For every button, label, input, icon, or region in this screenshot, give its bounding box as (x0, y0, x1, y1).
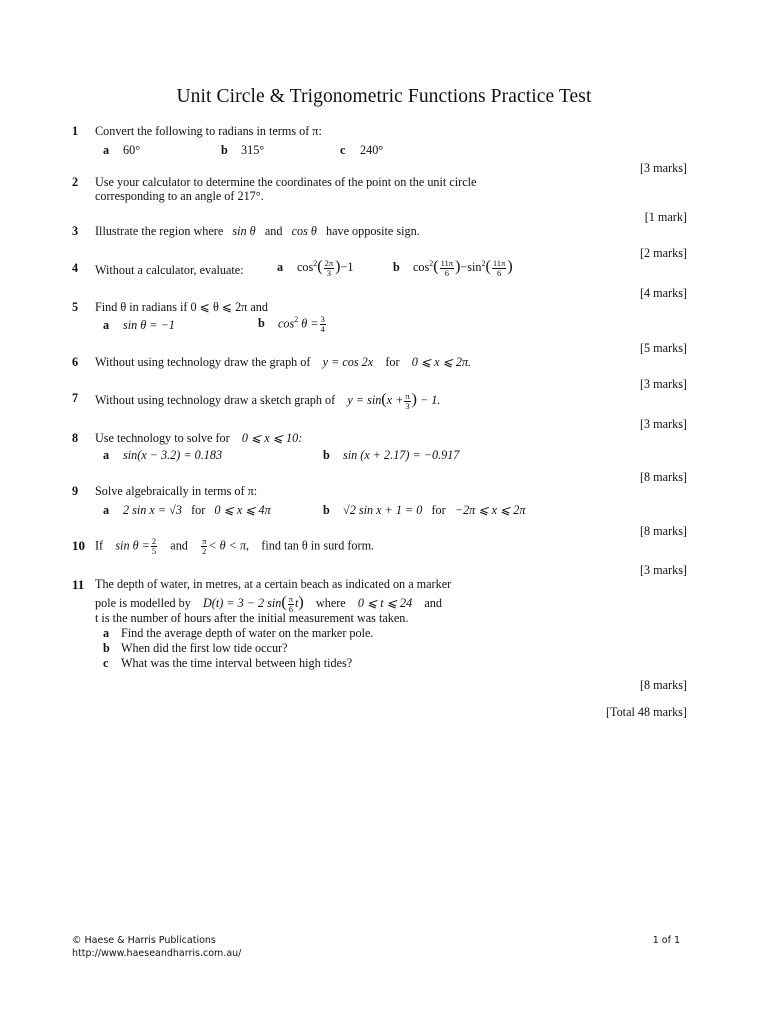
question-11-where: where (315, 596, 346, 610)
fraction-11pi-over-6: $\frac{11\pi}{6}$ (440, 257, 454, 278)
question-1a-value: 60° (123, 143, 141, 157)
question-8-text (95, 431, 302, 446)
question-5a-math: sin θ = −1 (123, 318, 175, 332)
question-10-pre: If (95, 538, 104, 553)
question-1-text: Convert the following to radians in terms of π: (95, 124, 322, 138)
question-5-number: 5 (72, 300, 79, 314)
question-6-marks: [3 marks] (639, 377, 687, 391)
square-exponent: 2 (429, 258, 434, 268)
cos-label: cos (278, 316, 295, 331)
cos-label: cos (297, 260, 314, 274)
part-b-label: b (221, 143, 228, 157)
question-6-math: y = cos 2x (322, 355, 374, 369)
question-3-mid: and (264, 224, 283, 238)
fraction-3-over-4: $\frac{3}{4}$ (320, 314, 325, 334)
minus-sign: − (460, 260, 468, 274)
question-2-line-1: Use your calculator to determine the coordinates of the point on the unit circle (95, 175, 477, 189)
footer-page-number: 1 of 1 (652, 935, 680, 946)
question-7-math: y = sin (347, 393, 382, 407)
question-8a-math: sin(x − 3.2) = 0.183 (123, 448, 223, 462)
question-11-and: and (424, 596, 442, 610)
question-7-text: Without using technology draw a sketch graph of y = sin(x + $\frac{\pi}{3}$ ) − 1. (95, 390, 441, 411)
fraction-pi-over-6: $\frac{\pi}{6}$ (288, 593, 294, 614)
question-1-marks: [3 marks] (639, 161, 687, 175)
cos-label: cos (413, 260, 430, 274)
question-6-range: 0 ⩽ x ⩽ 2π. (411, 355, 472, 369)
question-8b-math: sin (x + 2.17) = −0.917 (343, 448, 460, 462)
question-11b (103, 641, 288, 656)
question-7-number: 7 (72, 391, 79, 405)
part-a-label: a (103, 503, 110, 517)
question-1b-value: 315° (241, 143, 265, 157)
question-10-number: 10 (72, 538, 85, 553)
part-a-label: a (277, 260, 284, 274)
sin-label: sin (467, 260, 482, 274)
question-3-text (95, 224, 420, 239)
part-c-label: c (340, 143, 346, 157)
question-11c (103, 656, 352, 671)
page-title: Unit Circle & Trigonometric Functions Practice Test (176, 86, 592, 107)
fraction-pi-over-2: $\frac{\pi}{2}$ (202, 536, 207, 556)
question-11-number: 11 (72, 577, 85, 592)
question-3-number: 3 (72, 224, 79, 238)
question-10-and: and (170, 538, 188, 553)
question-11-line-2-pre: pole is modelled by (95, 596, 191, 610)
part-b-label: b (103, 641, 110, 655)
fraction-pi-over-3: $\frac{\pi}{3}$ (405, 390, 410, 411)
question-9-marks: [8 marks] (639, 524, 687, 538)
part-b-label: b (323, 448, 330, 462)
question-9a-range: 0 ⩽ x ⩽ 4π (214, 503, 271, 517)
question-8a (103, 448, 222, 463)
question-11b-text: When did the first low tide occur? (121, 641, 288, 655)
question-1c (340, 143, 383, 158)
question-1a (103, 143, 140, 158)
part-b-label: b (393, 260, 400, 274)
question-8-marks: [8 marks] (639, 470, 687, 484)
question-3-post: have opposite sign. (325, 224, 420, 238)
part-b-label: b (323, 503, 330, 517)
question-11-range: 0 ⩽ t ⩽ 24 (357, 596, 413, 610)
question-8-pre: Use technology to solve for (95, 431, 230, 445)
question-9a-math: 2 sin x = √3 (123, 503, 182, 517)
question-11-line-2: pole is modelled by D(t) = 3 − 2 sin( $\frac{\pi}{6}$ t) where 0 ⩽ t ⩽ 24 and (95, 593, 442, 614)
question-1-number: 1 (72, 124, 79, 138)
question-4b: b $\cos^2$( $\frac{11\pi}{6}$ )$-\sin^2$( $\frac{11\pi}{6}$ ) (393, 257, 513, 278)
question-5b (258, 315, 327, 334)
question-11a-text: Find the average depth of water on the marker pole. (121, 626, 374, 640)
total-marks: [Total 48 marks] (605, 705, 687, 719)
question-4a: a $\cos^2$( $\frac{2\pi}{3}$ )−1 (277, 257, 354, 278)
question-5-marks: [5 marks] (639, 341, 687, 355)
question-7-inner: x + (386, 393, 404, 407)
question-2-marks: [1 mark] (644, 210, 687, 224)
square-exponent: 2 (294, 315, 299, 325)
question-11-t: t (295, 596, 299, 610)
question-11-math: D(t) = 3 − 2 sin (202, 596, 282, 610)
question-10-math-2: < θ < π, (208, 538, 250, 553)
part-c-label: c (103, 656, 109, 670)
footer-url-link[interactable]: http://www.haeseandharris.com.au/ (72, 948, 242, 959)
part-a-label: a (103, 318, 110, 332)
question-11c-text: What was the time interval between high tides? (121, 656, 353, 670)
question-11-line-3: t is the number of hours after the initial measurement was taken. (95, 611, 409, 625)
question-10-text (95, 537, 374, 556)
square-exponent: 2 (481, 258, 486, 268)
fraction-2-over-5: $\frac{2}{5}$ (151, 536, 157, 556)
question-6-pre: Without using technology draw the graph of (95, 355, 311, 369)
question-7-marks: [3 marks] (639, 417, 687, 431)
question-8b (323, 448, 459, 463)
question-1c-value: 240° (360, 143, 384, 157)
part-a-label: a (103, 626, 110, 640)
fraction-11pi-over-6: $\frac{11\pi}{6}$ (492, 257, 506, 278)
question-3-math-1: sin θ (232, 224, 256, 238)
question-3-marks: [2 marks] (639, 246, 687, 260)
question-7-pre: Without using technology draw a sketch graph of (95, 393, 336, 407)
question-9a (103, 503, 271, 518)
question-4-text: Without a calculator, evaluate: (95, 263, 244, 277)
question-9b-range: −2π ⩽ x ⩽ 2π (454, 503, 526, 517)
question-10-math-1: sin θ = (115, 538, 150, 553)
question-6-number: 6 (72, 355, 79, 369)
question-3-pre: Illustrate the region where (95, 224, 224, 238)
question-5a (103, 318, 175, 333)
question-5-text: Find θ in radians if 0 ⩽ θ ⩽ 2π and (95, 300, 268, 314)
question-3-math-2: cos θ (291, 224, 317, 238)
question-2-line-2: corresponding to an angle of 217°. (95, 189, 264, 203)
question-9-number: 9 (72, 484, 79, 498)
question-5b-math: θ = (301, 316, 319, 331)
question-9a-for: for (191, 503, 206, 517)
question-8-number: 8 (72, 431, 79, 445)
question-11a (103, 626, 373, 641)
question-4-number: 4 (72, 261, 79, 275)
fraction-2pi-over-3: $\frac{2\pi}{3}$ (324, 257, 334, 278)
question-6-text (95, 355, 471, 370)
question-10-marks: [3 marks] (639, 563, 687, 577)
question-9-text: Solve algebraically in terms of π: (95, 484, 258, 498)
question-9b-math: √2 sin x + 1 = 0 (343, 503, 423, 517)
question-7-post: − 1. (419, 393, 441, 407)
question-1b (221, 143, 264, 158)
question-11-line-1: The depth of water, in metres, at a certain beach as indicated on a marker (95, 577, 452, 591)
question-6-mid: for (385, 355, 400, 369)
part-b-label: b (258, 316, 265, 331)
question-9b (323, 503, 526, 518)
question-11-marks: [8 marks] (639, 678, 687, 692)
question-8-range: 0 ⩽ x ⩽ 10: (241, 431, 303, 445)
question-9b-for: for (431, 503, 446, 517)
square-exponent: 2 (313, 258, 318, 268)
part-a-label: a (103, 143, 110, 157)
question-4-marks: [4 marks] (639, 286, 687, 300)
question-2-number: 2 (72, 175, 79, 189)
footer-copyright: © Haese & Harris Publications (72, 935, 216, 946)
question-10-post: find tan θ in surd form. (261, 538, 375, 553)
minus-one: −1 (340, 260, 354, 274)
part-a-label: a (103, 448, 110, 462)
